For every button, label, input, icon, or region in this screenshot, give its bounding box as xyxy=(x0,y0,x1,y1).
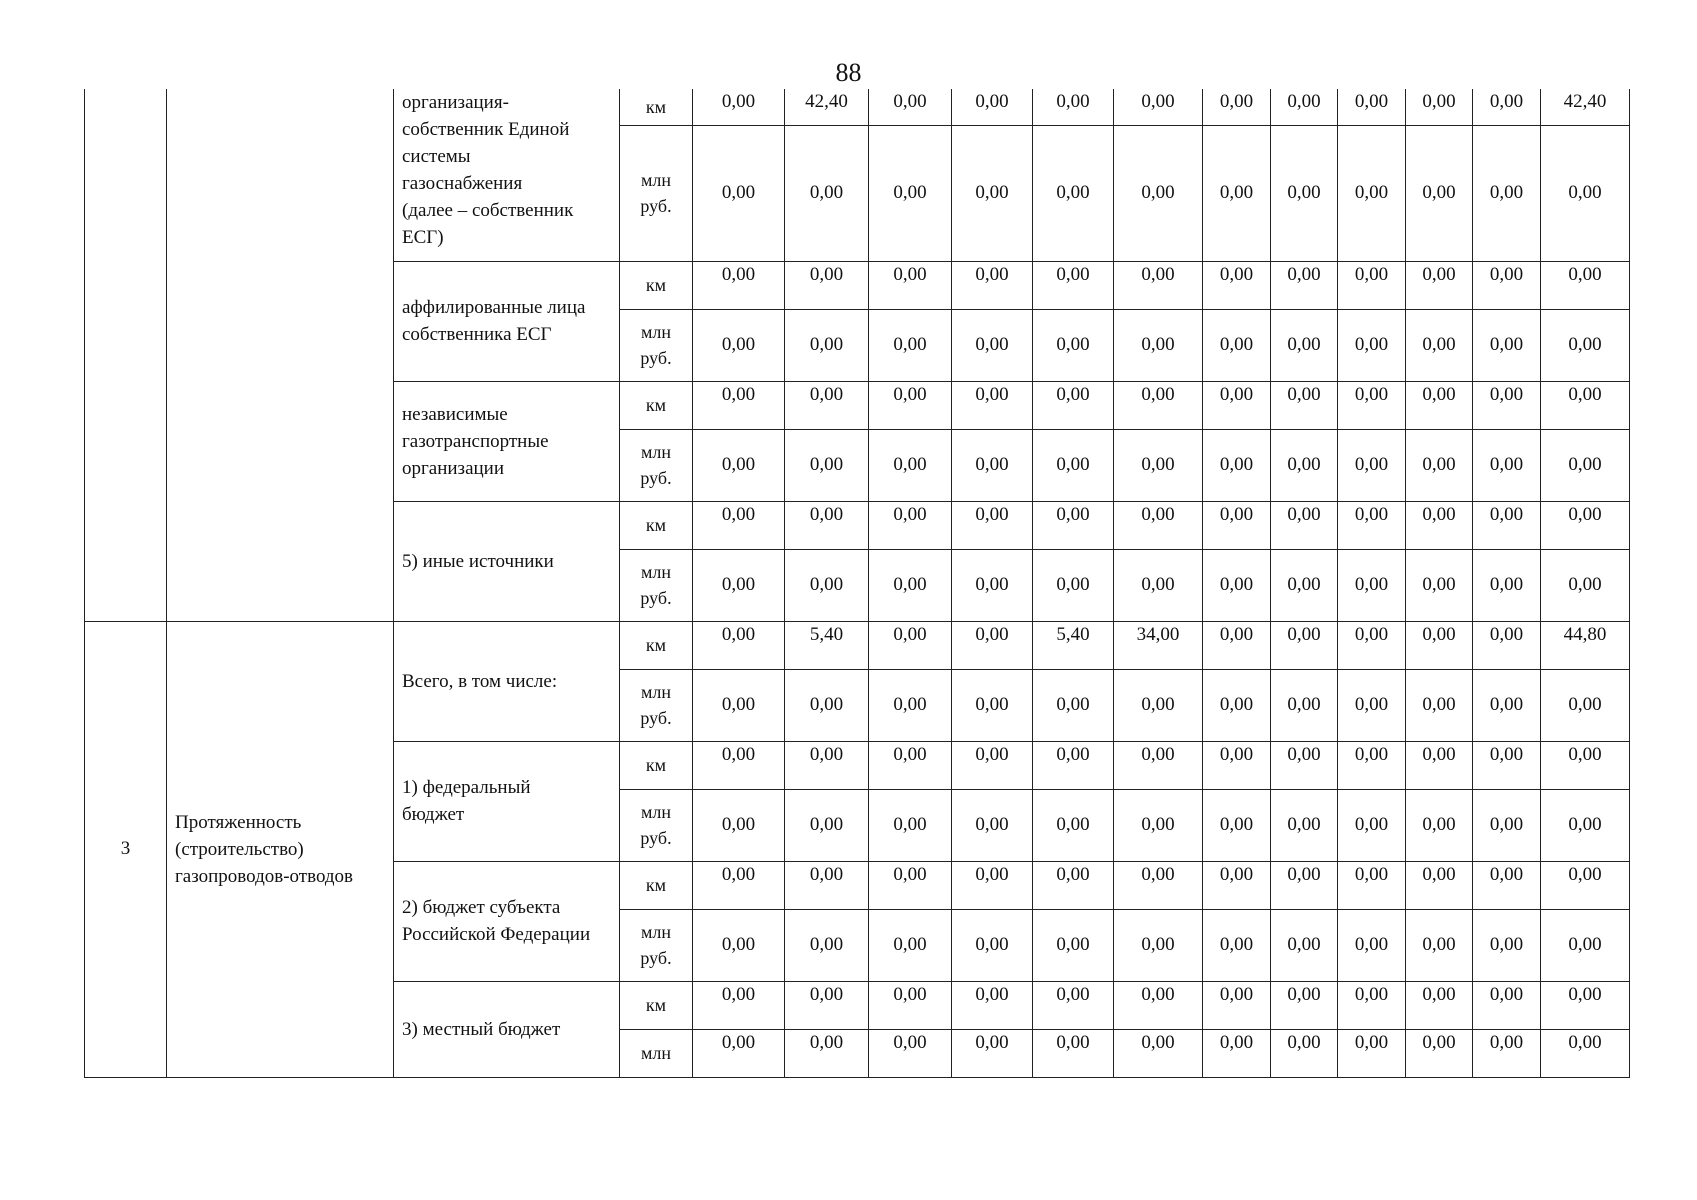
value-cell: 0,00 xyxy=(693,309,785,381)
value-cell: 0,00 xyxy=(1338,381,1406,429)
unit-rub-cell: млн руб. xyxy=(620,549,693,621)
value-cell: 0,00 xyxy=(1541,1029,1630,1077)
value-cell: 0,00 xyxy=(1338,909,1406,981)
funding-source-cell: 2) бюджет субъекта Российской Федерации xyxy=(394,861,620,981)
value-cell: 0,00 xyxy=(1541,381,1630,429)
value-cell: 0,00 xyxy=(869,309,952,381)
value-cell: 0,00 xyxy=(952,549,1033,621)
item-name-cell: Протяженность (строительство) газопроводов-отводов xyxy=(167,621,394,1077)
value-cell: 0,00 xyxy=(1473,501,1541,549)
value-cell: 0,00 xyxy=(1271,125,1338,261)
value-cell: 0,00 xyxy=(1033,741,1114,789)
value-cell: 0,00 xyxy=(1271,741,1338,789)
unit-km-cell: км xyxy=(620,861,693,909)
value-cell: 0,00 xyxy=(693,549,785,621)
unit-rub-cell: млн xyxy=(620,1029,693,1077)
value-cell: 0,00 xyxy=(1338,669,1406,741)
item-number-cell xyxy=(85,89,167,621)
page-number: 88 xyxy=(835,58,862,87)
value-cell: 0,00 xyxy=(693,501,785,549)
value-cell: 0,00 xyxy=(869,549,952,621)
value-cell: 0,00 xyxy=(1406,89,1473,125)
value-cell: 0,00 xyxy=(1271,89,1338,125)
value-cell: 0,00 xyxy=(1473,1029,1541,1077)
table-row xyxy=(85,89,1630,125)
value-cell: 0,00 xyxy=(785,549,869,621)
value-cell: 0,00 xyxy=(785,789,869,861)
table-row xyxy=(85,621,1630,669)
value-cell: 0,00 xyxy=(1114,125,1203,261)
value-cell: 0,00 xyxy=(952,89,1033,125)
funding-source-cell: 3) местный бюджет xyxy=(394,981,620,1077)
value-cell: 0,00 xyxy=(869,909,952,981)
value-cell: 0,00 xyxy=(952,309,1033,381)
value-cell: 0,00 xyxy=(869,125,952,261)
value-cell: 0,00 xyxy=(1203,501,1271,549)
value-cell: 0,00 xyxy=(693,741,785,789)
value-cell: 0,00 xyxy=(1203,669,1271,741)
value-cell: 0,00 xyxy=(1271,429,1338,501)
value-cell: 0,00 xyxy=(1203,261,1271,309)
value-cell: 0,00 xyxy=(1541,309,1630,381)
value-cell: 0,00 xyxy=(1541,501,1630,549)
value-cell: 0,00 xyxy=(1541,861,1630,909)
value-cell: 0,00 xyxy=(1033,909,1114,981)
value-cell: 0,00 xyxy=(1033,669,1114,741)
value-cell: 0,00 xyxy=(869,429,952,501)
value-cell: 0,00 xyxy=(693,669,785,741)
value-cell: 0,00 xyxy=(1338,429,1406,501)
value-cell: 0,00 xyxy=(1033,429,1114,501)
value-cell: 0,00 xyxy=(1271,549,1338,621)
value-cell: 0,00 xyxy=(869,981,952,1029)
value-cell: 0,00 xyxy=(1203,789,1271,861)
value-cell: 0,00 xyxy=(1203,909,1271,981)
unit-rub-cell: млн руб. xyxy=(620,309,693,381)
value-cell: 0,00 xyxy=(693,1029,785,1077)
value-cell: 0,00 xyxy=(1203,861,1271,909)
value-cell: 0,00 xyxy=(785,125,869,261)
value-cell: 0,00 xyxy=(952,909,1033,981)
value-cell: 0,00 xyxy=(1406,981,1473,1029)
value-cell: 0,00 xyxy=(1033,309,1114,381)
value-cell: 5,40 xyxy=(1033,621,1114,669)
value-cell: 0,00 xyxy=(1338,501,1406,549)
value-cell: 0,00 xyxy=(1114,501,1203,549)
value-cell: 0,00 xyxy=(1338,125,1406,261)
value-cell: 0,00 xyxy=(785,381,869,429)
value-cell: 0,00 xyxy=(1473,741,1541,789)
value-cell: 0,00 xyxy=(869,501,952,549)
value-cell: 0,00 xyxy=(1406,501,1473,549)
value-cell: 0,00 xyxy=(1203,429,1271,501)
value-cell: 0,00 xyxy=(1406,789,1473,861)
funding-source-cell: Всего, в том числе: xyxy=(394,621,620,741)
value-cell: 0,00 xyxy=(1473,909,1541,981)
value-cell: 0,00 xyxy=(1541,909,1630,981)
value-cell: 0,00 xyxy=(693,909,785,981)
value-cell: 0,00 xyxy=(1338,89,1406,125)
value-cell: 0,00 xyxy=(952,669,1033,741)
value-cell: 0,00 xyxy=(1271,1029,1338,1077)
value-cell: 0,00 xyxy=(1406,549,1473,621)
value-cell: 0,00 xyxy=(952,429,1033,501)
value-cell: 0,00 xyxy=(1033,789,1114,861)
value-cell: 0,00 xyxy=(1338,1029,1406,1077)
value-cell: 0,00 xyxy=(693,125,785,261)
value-cell: 0,00 xyxy=(952,789,1033,861)
value-cell: 0,00 xyxy=(1033,501,1114,549)
value-cell: 5,40 xyxy=(785,621,869,669)
value-cell: 0,00 xyxy=(1114,429,1203,501)
value-cell: 0,00 xyxy=(1338,789,1406,861)
value-cell: 0,00 xyxy=(952,381,1033,429)
value-cell: 0,00 xyxy=(1541,125,1630,261)
value-cell: 0,00 xyxy=(1406,669,1473,741)
value-cell: 0,00 xyxy=(952,621,1033,669)
value-cell: 0,00 xyxy=(1033,549,1114,621)
value-cell: 0,00 xyxy=(1033,125,1114,261)
value-cell: 0,00 xyxy=(1271,669,1338,741)
value-cell: 0,00 xyxy=(785,669,869,741)
value-cell: 0,00 xyxy=(1541,741,1630,789)
value-cell: 0,00 xyxy=(1406,741,1473,789)
value-cell: 0,00 xyxy=(1271,789,1338,861)
value-cell: 0,00 xyxy=(1114,981,1203,1029)
value-cell: 0,00 xyxy=(1271,981,1338,1029)
value-cell: 0,00 xyxy=(1473,429,1541,501)
value-cell: 0,00 xyxy=(1473,981,1541,1029)
funding-source-cell: независимые газотранспортные организации xyxy=(394,381,620,501)
unit-rub-cell: млн руб. xyxy=(620,429,693,501)
value-cell: 0,00 xyxy=(1406,861,1473,909)
value-cell: 0,00 xyxy=(1033,261,1114,309)
value-cell: 0,00 xyxy=(952,501,1033,549)
value-cell: 0,00 xyxy=(693,429,785,501)
funding-source-cell: 1) федеральный бюджет xyxy=(394,741,620,861)
value-cell: 0,00 xyxy=(1114,789,1203,861)
value-cell: 0,00 xyxy=(1203,381,1271,429)
value-cell: 0,00 xyxy=(1541,789,1630,861)
value-cell: 0,00 xyxy=(869,261,952,309)
value-cell: 0,00 xyxy=(1473,309,1541,381)
unit-rub-cell: млн руб. xyxy=(620,669,693,741)
unit-km-cell: км xyxy=(620,501,693,549)
value-cell: 0,00 xyxy=(1473,89,1541,125)
value-cell: 0,00 xyxy=(693,861,785,909)
value-cell: 0,00 xyxy=(1114,861,1203,909)
value-cell: 0,00 xyxy=(1406,621,1473,669)
value-cell: 0,00 xyxy=(1271,381,1338,429)
unit-km-cell: км xyxy=(620,621,693,669)
value-cell: 0,00 xyxy=(1406,309,1473,381)
funding-source-cell: 5) иные источники xyxy=(394,501,620,621)
item-number-cell: 3 xyxy=(85,621,167,1077)
value-cell: 0,00 xyxy=(1033,981,1114,1029)
unit-km-cell: км xyxy=(620,261,693,309)
value-cell: 0,00 xyxy=(952,125,1033,261)
value-cell: 0,00 xyxy=(1406,381,1473,429)
value-cell: 0,00 xyxy=(693,89,785,125)
value-cell: 0,00 xyxy=(1114,741,1203,789)
value-cell: 0,00 xyxy=(1114,309,1203,381)
unit-rub-cell: млн руб. xyxy=(620,125,693,261)
value-cell: 0,00 xyxy=(1203,621,1271,669)
value-cell: 0,00 xyxy=(1114,549,1203,621)
value-cell: 0,00 xyxy=(785,429,869,501)
value-cell: 0,00 xyxy=(1203,125,1271,261)
value-cell: 0,00 xyxy=(785,1029,869,1077)
value-cell: 0,00 xyxy=(1473,125,1541,261)
unit-km-cell: км xyxy=(620,981,693,1029)
value-cell: 0,00 xyxy=(1541,429,1630,501)
value-cell: 34,00 xyxy=(1114,621,1203,669)
value-cell: 0,00 xyxy=(785,861,869,909)
unit-rub-cell: млн руб. xyxy=(620,789,693,861)
item-name-cell xyxy=(167,89,394,621)
value-cell: 0,00 xyxy=(1473,261,1541,309)
value-cell: 0,00 xyxy=(693,981,785,1029)
value-cell: 0,00 xyxy=(1541,669,1630,741)
value-cell: 42,40 xyxy=(1541,89,1630,125)
value-cell: 0,00 xyxy=(1114,1029,1203,1077)
value-cell: 0,00 xyxy=(1473,669,1541,741)
value-cell: 0,00 xyxy=(869,1029,952,1077)
funding-source-cell: организация- собственник Единой системы газоснабжения (далее – собственник ЕСГ) xyxy=(394,89,620,261)
value-cell: 0,00 xyxy=(1473,549,1541,621)
value-cell: 0,00 xyxy=(1271,861,1338,909)
value-cell: 0,00 xyxy=(785,261,869,309)
value-cell: 0,00 xyxy=(785,909,869,981)
value-cell: 0,00 xyxy=(1203,981,1271,1029)
value-cell: 0,00 xyxy=(952,741,1033,789)
value-cell: 0,00 xyxy=(952,861,1033,909)
value-cell: 0,00 xyxy=(1271,261,1338,309)
value-cell: 0,00 xyxy=(1541,261,1630,309)
value-cell: 0,00 xyxy=(785,501,869,549)
value-cell: 42,40 xyxy=(785,89,869,125)
value-cell: 0,00 xyxy=(1203,1029,1271,1077)
value-cell: 0,00 xyxy=(1271,309,1338,381)
value-cell: 0,00 xyxy=(1114,381,1203,429)
value-cell: 0,00 xyxy=(1203,549,1271,621)
value-cell: 0,00 xyxy=(785,981,869,1029)
value-cell: 44,80 xyxy=(1541,621,1630,669)
value-cell: 0,00 xyxy=(1541,549,1630,621)
value-cell: 0,00 xyxy=(1406,429,1473,501)
value-cell: 0,00 xyxy=(1541,981,1630,1029)
value-cell: 0,00 xyxy=(1338,309,1406,381)
data-table xyxy=(84,89,1630,1078)
value-cell: 0,00 xyxy=(693,261,785,309)
unit-km-cell: км xyxy=(620,89,693,125)
funding-source-cell: аффилированные лица собственника ЕСГ xyxy=(394,261,620,381)
unit-km-cell: км xyxy=(620,381,693,429)
value-cell: 0,00 xyxy=(1033,89,1114,125)
value-cell: 0,00 xyxy=(693,621,785,669)
value-cell: 0,00 xyxy=(869,789,952,861)
value-cell: 0,00 xyxy=(693,789,785,861)
value-cell: 0,00 xyxy=(1338,981,1406,1029)
value-cell: 0,00 xyxy=(693,381,785,429)
value-cell: 0,00 xyxy=(1203,309,1271,381)
value-cell: 0,00 xyxy=(1033,1029,1114,1077)
value-cell: 0,00 xyxy=(1338,261,1406,309)
value-cell: 0,00 xyxy=(1473,861,1541,909)
value-cell: 0,00 xyxy=(1406,1029,1473,1077)
value-cell: 0,00 xyxy=(785,741,869,789)
value-cell: 0,00 xyxy=(1033,861,1114,909)
value-cell: 0,00 xyxy=(869,621,952,669)
value-cell: 0,00 xyxy=(785,309,869,381)
value-cell: 0,00 xyxy=(1406,125,1473,261)
value-cell: 0,00 xyxy=(1406,909,1473,981)
value-cell: 0,00 xyxy=(952,261,1033,309)
value-cell: 0,00 xyxy=(1338,741,1406,789)
value-cell: 0,00 xyxy=(1114,909,1203,981)
value-cell: 0,00 xyxy=(1406,261,1473,309)
unit-km-cell: км xyxy=(620,741,693,789)
value-cell: 0,00 xyxy=(1203,741,1271,789)
unit-rub-cell: млн руб. xyxy=(620,909,693,981)
value-cell: 0,00 xyxy=(1114,669,1203,741)
value-cell: 0,00 xyxy=(869,381,952,429)
value-cell: 0,00 xyxy=(1114,261,1203,309)
value-cell: 0,00 xyxy=(1473,789,1541,861)
value-cell: 0,00 xyxy=(1338,621,1406,669)
value-cell: 0,00 xyxy=(869,741,952,789)
value-cell: 0,00 xyxy=(1473,381,1541,429)
value-cell: 0,00 xyxy=(1203,89,1271,125)
value-cell: 0,00 xyxy=(869,861,952,909)
value-cell: 0,00 xyxy=(1473,621,1541,669)
value-cell: 0,00 xyxy=(952,981,1033,1029)
value-cell: 0,00 xyxy=(1338,549,1406,621)
value-cell: 0,00 xyxy=(952,1029,1033,1077)
value-cell: 0,00 xyxy=(869,89,952,125)
value-cell: 0,00 xyxy=(1338,861,1406,909)
value-cell: 0,00 xyxy=(1271,909,1338,981)
value-cell: 0,00 xyxy=(1271,501,1338,549)
value-cell: 0,00 xyxy=(1114,89,1203,125)
value-cell: 0,00 xyxy=(1033,381,1114,429)
value-cell: 0,00 xyxy=(1271,621,1338,669)
value-cell: 0,00 xyxy=(869,669,952,741)
